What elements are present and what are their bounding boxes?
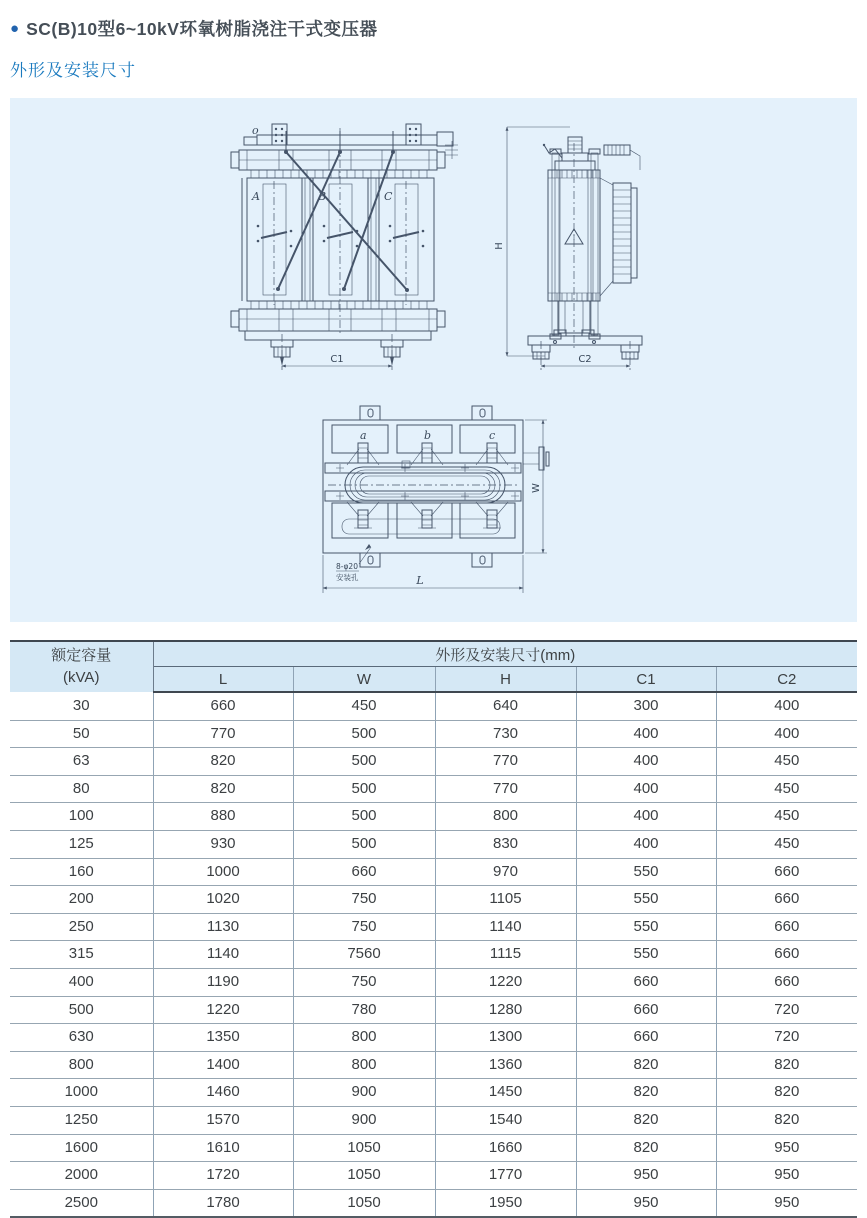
capacity-cell: 1600 xyxy=(10,1134,153,1162)
capacity-cell: 63 xyxy=(10,748,153,776)
top-lower-bushings xyxy=(347,502,508,528)
capacity-cell: 160 xyxy=(10,858,153,886)
drawing-panel xyxy=(10,98,857,622)
dimension-cell: 550 xyxy=(576,886,716,914)
dimension-cell: 1610 xyxy=(153,1134,293,1162)
dimension-cell: 1450 xyxy=(435,1079,576,1107)
top-view xyxy=(323,406,549,593)
dimension-cell: 950 xyxy=(576,1189,716,1217)
dimension-cell: 1140 xyxy=(153,941,293,969)
front-coil-c xyxy=(379,178,434,305)
dimension-cell: 660 xyxy=(716,941,857,969)
dimension-cell: 820 xyxy=(576,1051,716,1079)
dimension-cell: 550 xyxy=(576,913,716,941)
table-row xyxy=(10,1106,857,1134)
dimension-cell: 1950 xyxy=(435,1189,576,1217)
top-winding-oval xyxy=(328,461,518,503)
table-row xyxy=(10,803,857,831)
dimension-cell: 1050 xyxy=(293,1134,435,1162)
dimensions-group-header: 外形及安装尺寸(mm) xyxy=(153,641,857,667)
dimension-cell: 820 xyxy=(716,1106,857,1134)
dimension-cell: 1020 xyxy=(153,886,293,914)
dimension-cell: 900 xyxy=(293,1079,435,1107)
dimension-cell: 720 xyxy=(716,996,857,1024)
dimension-cell: 500 xyxy=(293,720,435,748)
dimension-cell: 640 xyxy=(435,692,576,720)
dimension-cell: 750 xyxy=(293,968,435,996)
transformer-drawing xyxy=(10,98,857,622)
capacity-cell: 800 xyxy=(10,1051,153,1079)
dimension-cell: 830 xyxy=(435,830,576,858)
dimension-cell: 300 xyxy=(576,692,716,720)
dimension-cell: 820 xyxy=(716,1051,857,1079)
capacity-cell: 80 xyxy=(10,775,153,803)
dimension-cell: 1105 xyxy=(435,886,576,914)
dimension-cell: 1140 xyxy=(435,913,576,941)
front-view xyxy=(231,124,458,370)
dimension-cell: 770 xyxy=(153,720,293,748)
dimension-cell: 880 xyxy=(153,803,293,831)
table-row xyxy=(10,1024,857,1052)
dim-c2-label: C2 xyxy=(578,354,592,365)
dimension-cell: 1660 xyxy=(435,1134,576,1162)
dimension-cell: 660 xyxy=(716,913,857,941)
table-header xyxy=(10,641,857,692)
dimension-cell: 1130 xyxy=(153,913,293,941)
table-row xyxy=(10,692,857,720)
capacity-cell: 2000 xyxy=(10,1162,153,1190)
column-header-c1: C1 xyxy=(576,667,716,693)
front-phase-c-label: C xyxy=(384,190,393,203)
dimension-cell: 820 xyxy=(153,775,293,803)
front-phase-b-label: B xyxy=(318,190,327,203)
dimension-cell: 770 xyxy=(435,748,576,776)
front-coil-a xyxy=(247,178,302,305)
capacity-cell: 2500 xyxy=(10,1189,153,1217)
dimension-cell: 1280 xyxy=(435,996,576,1024)
front-lug-label: o xyxy=(252,124,259,137)
capacity-cell: 1000 xyxy=(10,1079,153,1107)
dimension-cell: 400 xyxy=(576,775,716,803)
column-header-h: H xyxy=(435,667,576,693)
dimension-cell: 820 xyxy=(576,1079,716,1107)
table-row xyxy=(10,941,857,969)
dimension-cell: 1770 xyxy=(435,1162,576,1190)
dimension-cell: 400 xyxy=(576,803,716,831)
dimension-table xyxy=(10,640,857,1218)
bullet-icon: ● xyxy=(10,20,20,37)
capacity-cell: 630 xyxy=(10,1024,153,1052)
dimension-cell: 780 xyxy=(293,996,435,1024)
capacity-cell: 500 xyxy=(10,996,153,1024)
dimension-cell: 500 xyxy=(293,775,435,803)
dim-l-label: L xyxy=(416,574,424,587)
table-row xyxy=(10,1051,857,1079)
table-body xyxy=(10,692,857,1217)
front-braces xyxy=(276,150,409,292)
dim-c1-label: C1 xyxy=(330,354,344,365)
dimension-cell: 1190 xyxy=(153,968,293,996)
dimension-cell: 660 xyxy=(716,968,857,996)
dimension-cell: 660 xyxy=(716,886,857,914)
dimension-cell: 1720 xyxy=(153,1162,293,1190)
dimension-cell: 730 xyxy=(435,720,576,748)
dimension-cell: 930 xyxy=(153,830,293,858)
dimension-cell: 1220 xyxy=(153,996,293,1024)
dimension-cell: 950 xyxy=(716,1162,857,1190)
capacity-cell: 100 xyxy=(10,803,153,831)
table-row xyxy=(10,968,857,996)
dimension-cell: 660 xyxy=(576,968,716,996)
dimension-cell: 7560 xyxy=(293,941,435,969)
top-hole-note xyxy=(336,544,371,582)
capacity-header-line2: (kVA) xyxy=(63,669,100,686)
table-row xyxy=(10,830,857,858)
section-subtitle: 外形及安装尺寸 xyxy=(10,61,136,80)
top-dim-w xyxy=(525,420,547,553)
column-header-w: W xyxy=(293,667,435,693)
dimension-cell: 750 xyxy=(293,913,435,941)
table-row xyxy=(10,1079,857,1107)
dimension-cell: 800 xyxy=(435,803,576,831)
dimension-cell: 800 xyxy=(293,1024,435,1052)
dimension-cell: 500 xyxy=(293,748,435,776)
page-title xyxy=(10,16,377,41)
capacity-cell: 200 xyxy=(10,886,153,914)
dimension-cell: 660 xyxy=(293,858,435,886)
hole-note-line2: 安装孔 xyxy=(336,573,359,582)
title-text: SC(B)10型6~10kV环氧树脂浇注干式变压器 xyxy=(26,19,378,39)
side-dim-c2 xyxy=(541,354,630,366)
capacity-cell: 250 xyxy=(10,913,153,941)
dimension-cell: 770 xyxy=(435,775,576,803)
dimension-cell: 660 xyxy=(153,692,293,720)
dimension-cell: 1050 xyxy=(293,1162,435,1190)
dimension-cell: 550 xyxy=(576,858,716,886)
table-row xyxy=(10,996,857,1024)
table-row xyxy=(10,1134,857,1162)
dimension-cell: 1360 xyxy=(435,1051,576,1079)
dimension-cell: 1540 xyxy=(435,1106,576,1134)
dimension-cell: 400 xyxy=(716,720,857,748)
dimension-cell: 720 xyxy=(716,1024,857,1052)
dimension-cell: 1050 xyxy=(293,1189,435,1217)
top-phase-c-label: c xyxy=(489,429,496,442)
dimension-cell: 500 xyxy=(293,830,435,858)
table-row xyxy=(10,913,857,941)
dimension-cell: 820 xyxy=(716,1079,857,1107)
column-header-l: L xyxy=(153,667,293,693)
dimension-cell: 660 xyxy=(576,996,716,1024)
dimension-cell: 750 xyxy=(293,886,435,914)
dimension-cell: 950 xyxy=(576,1162,716,1190)
dimension-cell: 450 xyxy=(716,803,857,831)
capacity-cell: 125 xyxy=(10,830,153,858)
dim-w-label: W xyxy=(531,483,542,493)
table-row xyxy=(10,748,857,776)
table-row xyxy=(10,858,857,886)
dimension-cell: 450 xyxy=(716,830,857,858)
dimension-cell: 900 xyxy=(293,1106,435,1134)
dimension-cell: 970 xyxy=(435,858,576,886)
dimension-cell: 400 xyxy=(576,748,716,776)
dimension-cell: 400 xyxy=(716,692,857,720)
capacity-cell: 400 xyxy=(10,968,153,996)
dimension-cell: 820 xyxy=(576,1134,716,1162)
front-phase-a-label: A xyxy=(252,190,260,203)
table-row xyxy=(10,886,857,914)
dimension-cell: 550 xyxy=(576,941,716,969)
top-phase-b-label: b xyxy=(424,429,432,442)
dimension-cell: 1350 xyxy=(153,1024,293,1052)
dimension-cell: 950 xyxy=(716,1189,857,1217)
dimension-cell: 400 xyxy=(576,720,716,748)
dimension-cell: 660 xyxy=(576,1024,716,1052)
dimension-cell: 400 xyxy=(576,830,716,858)
capacity-cell: 1250 xyxy=(10,1106,153,1134)
dimension-cell: 1400 xyxy=(153,1051,293,1079)
dimension-cell: 800 xyxy=(293,1051,435,1079)
capacity-cell: 30 xyxy=(10,692,153,720)
dimension-cell: 950 xyxy=(716,1134,857,1162)
dimension-cell: 450 xyxy=(716,748,857,776)
table-row xyxy=(10,775,857,803)
dimension-cell: 1000 xyxy=(153,858,293,886)
table-row xyxy=(10,1162,857,1190)
dimension-cell: 1460 xyxy=(153,1079,293,1107)
capacity-cell: 50 xyxy=(10,720,153,748)
table-row xyxy=(10,1189,857,1217)
dimension-cell: 450 xyxy=(293,692,435,720)
front-dim-c1 xyxy=(282,354,392,366)
column-header-c2: C2 xyxy=(716,667,857,693)
capacity-header xyxy=(10,641,153,692)
side-view xyxy=(494,127,642,370)
dimension-cell: 450 xyxy=(716,775,857,803)
hole-note-line1: 8-φ20 xyxy=(336,562,358,571)
front-coil-b xyxy=(313,128,368,334)
capacity-cell: 315 xyxy=(10,941,153,969)
dimension-cell: 1220 xyxy=(435,968,576,996)
table-row xyxy=(10,720,857,748)
side-terminal-ladder xyxy=(600,178,637,296)
dimension-cell: 820 xyxy=(576,1106,716,1134)
dimension-cell: 1780 xyxy=(153,1189,293,1217)
dimension-cell: 1570 xyxy=(153,1106,293,1134)
top-phase-a-label: a xyxy=(360,429,367,442)
capacity-header-line1: 额定容量 xyxy=(51,647,112,665)
dimension-cell: 660 xyxy=(716,858,857,886)
dimension-cell: 1300 xyxy=(435,1024,576,1052)
dimension-cell: 1115 xyxy=(435,941,576,969)
dim-h-label: H xyxy=(494,242,505,250)
dimension-cell: 500 xyxy=(293,803,435,831)
top-upper-bushings xyxy=(347,429,508,465)
dimension-cell: 820 xyxy=(153,748,293,776)
